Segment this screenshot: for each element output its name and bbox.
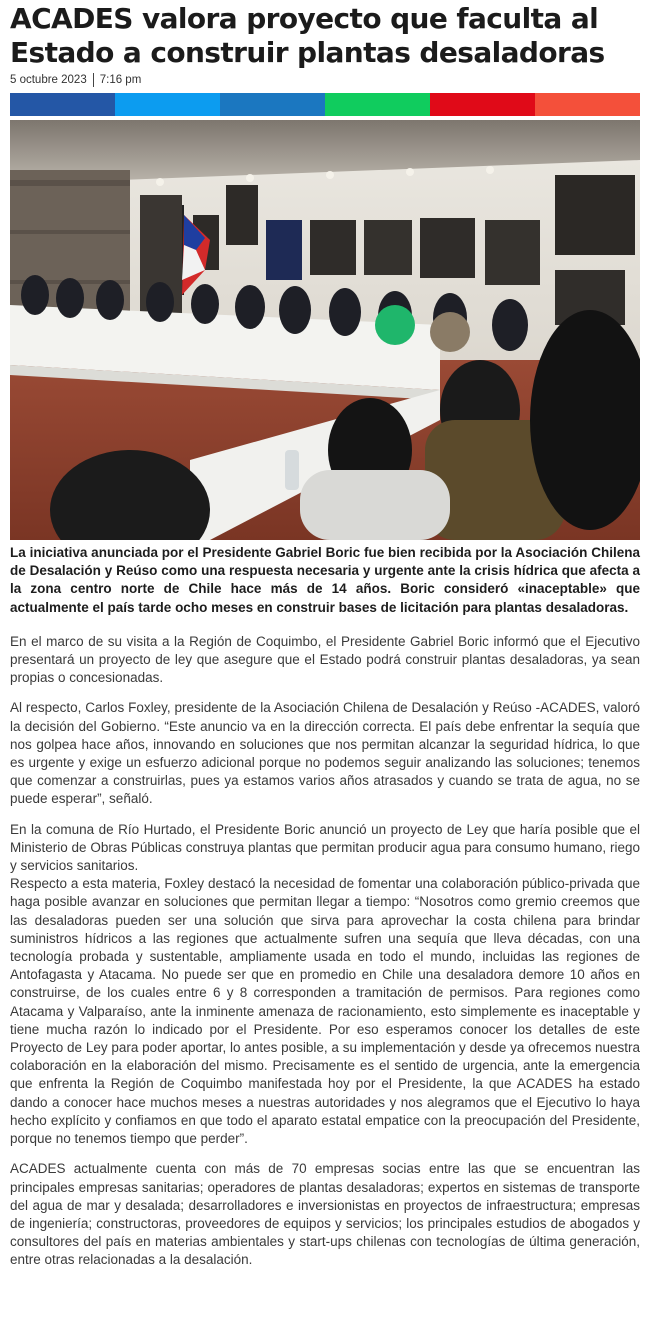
article-paragraph: ACADES actualmente cuenta con más de 70 empresas socias entre las que se encuentran las principales empresas sanitarias; operadores de plantas desaladoras; expertos en sistemas de transporte del agua de mar y desalada; desarrolladores e inversionistas en proyectos de infraestructura; empresas de ingeniería; constructoras, proveedores de equipos y servicios; los principales estudios de abogados y consultores del país en materias ambientales y start-ups chilenas con tecnologías de última generación, entre otras relacionadas a la desalación. [10,1161,640,1268]
article-paragraph: Respecto a esta materia, Foxley destacó la necesidad de fomentar una colaboración público-privada que haga posible avanzar en soluciones que permitan llegar a tiempo: “Nosotros como gremio creemos que las desaladoras pueden ser una solución que sirva para aprovechar la costa chilena para brindar suministros hídricos a las regiones que actualmente sufren una sequía que lleva décadas, con una tecnología probada y sustentable, ampliamente usada en todo el mundo, incluidas las regiones de Antofagasta y Atacama. No puede ser que en promedio en Chile una desaladora demore 10 años en construirse, de los cuales entre 6 y 8 corresponden a tramitación de permisos. Para regiones como Atacama y Valparaíso, ante la inminente amenaza de racionamiento, esto simplemente es inaceptable y tiene mucha razón lo indicado por el Presidente. Por eso esperamos conocer los detalles de este Proyecto de Ley para poder aportar, lo antes posible, a su implementación y desde ya ofrecemos nuestra colaboración en la elaboración del mismo. Precisamente es el sentido de urgencia, ante la emergencia que enfrenta la Región de Coquimbo manifestada hoy por el Presidente, la que ACADES ha estado dando a conocer hace muchos meses a nuestras autoridades y nos alegramos que el Ejecutivo lo haya hecho explícito y confiamos en que todo el aparato estatal empatice con la preocupación del Presidente, porque no tenemos tiempo que perder”. [10,876,640,1147]
color-stripe-segment [325,93,430,116]
article-photo [10,120,640,540]
article-paragraph: En el marco de su visita a la Región de Coquimbo, el Presidente Gabriel Boric informó que el Ejecutivo presentará un proyecto de ley que asegure que el Estado podrá construir plantas desaladoras, ya sean propias o concesionadas. [10,633,640,686]
color-stripe-segment [10,93,115,116]
article-lead: La iniciativa anunciada por el Presidente Gabriel Boric fue bien recibida por la Asociación Chilena de Desalación y Reúso como una respuesta necesaria y urgente ante la crisis hídrica que afecta a la zona centro norte de Chile hace más de 14 años. Boric consideró «inaceptable» que actualmente el país tarde ocho meses en construir bases de licitación para plantas desaladoras. [10,545,640,615]
color-stripe-segment [220,93,325,116]
article-title: ACADES valora proyecto que faculta al Estado a construir plantas desaladoras [10,2,605,69]
color-stripe [10,93,640,116]
article-paragraph: Al respecto, Carlos Foxley, presidente de la Asociación Chilena de Desalación y Reúso -ACADES, valoró la decisión del Gobierno. “Este anuncio va en la dirección correcta. El país debe enfrentar la sequía que nos golpea hace años, innovando en soluciones que nos permitan alcanzar la seguridad hídrica, lo que es urgente y exige un esfuerzo adicional porque no podemos seguir analizando las soluciones; tenemos que comenzar a construirlas, pues ya estamos varios años atrasados y cuando se trata de agua, no se puede esperar”, señaló. [10,700,640,807]
color-stripe-segment [115,93,220,116]
meta-divider [93,73,94,87]
meeting-photo-illustration [10,120,640,540]
color-stripe-segment [430,93,535,116]
color-stripe-segment [535,93,640,116]
article-date: 5 octubre 2023 [10,74,87,86]
article-meta [10,72,141,88]
article-paragraph: En la comuna de Río Hurtado, el Presidente Boric anunció un proyecto de Ley que haría posible que el Ministerio de Obras Públicas construya plantas que permitan producir agua para consumo humano, riego y servicios sanitarios. [10,821,640,874]
article-body [10,544,640,1270]
article-time: 7:16 pm [99,74,142,86]
